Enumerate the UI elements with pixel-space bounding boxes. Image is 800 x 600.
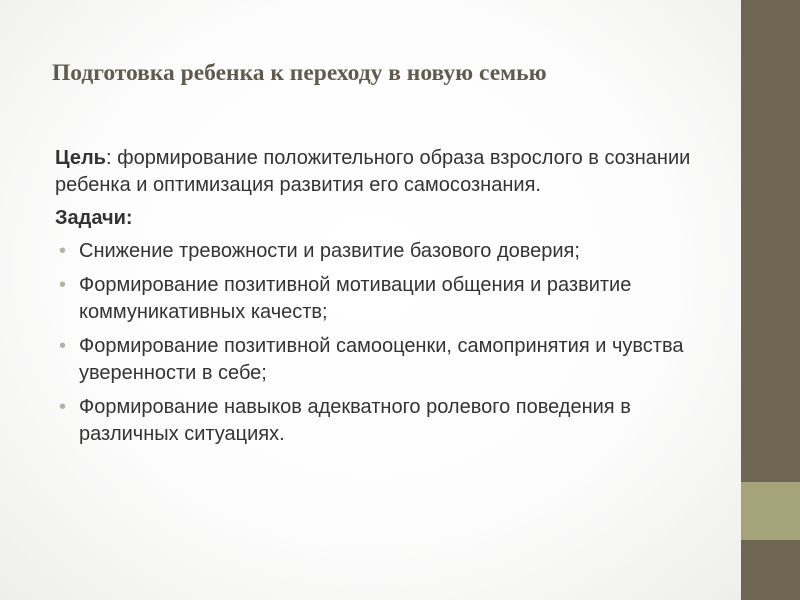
tasks-label: Задачи <box>55 207 126 229</box>
task-text: Формирование позитивной самооценки, самопринятия и чувства уверенности в себе; <box>79 335 684 384</box>
tasks-list <box>55 238 715 448</box>
task-item <box>55 272 715 326</box>
goal-text: формирование положительного образа взрослого в сознании ребенка и оптимизация развития его самосознания. <box>55 147 691 196</box>
goal-label: Цель <box>55 147 106 169</box>
task-text: Формирование навыков адекватного ролевого поведения в различных ситуациях. <box>79 396 631 445</box>
goal-paragraph <box>55 145 715 199</box>
bullet-icon: • <box>59 396 67 418</box>
goal-separator: : <box>105 147 112 169</box>
decorative-sidebar <box>741 0 800 600</box>
slide-title: Подготовка ребенка к переходу в новую семью <box>52 60 547 86</box>
task-text: Снижение тревожности и развитие базового доверия; <box>79 240 580 262</box>
tasks-heading <box>55 205 715 232</box>
task-item <box>55 333 715 387</box>
slide-content <box>55 145 715 455</box>
bullet-icon: • <box>59 274 67 296</box>
sidebar-accent-block <box>741 482 800 540</box>
bullet-icon: • <box>59 240 67 262</box>
task-item <box>55 238 715 265</box>
tasks-separator: : <box>125 207 133 229</box>
task-text: Формирование позитивной мотивации общения и развитие коммуникативных качеств; <box>79 274 632 323</box>
bullet-icon: • <box>59 335 67 357</box>
task-item <box>55 394 715 448</box>
